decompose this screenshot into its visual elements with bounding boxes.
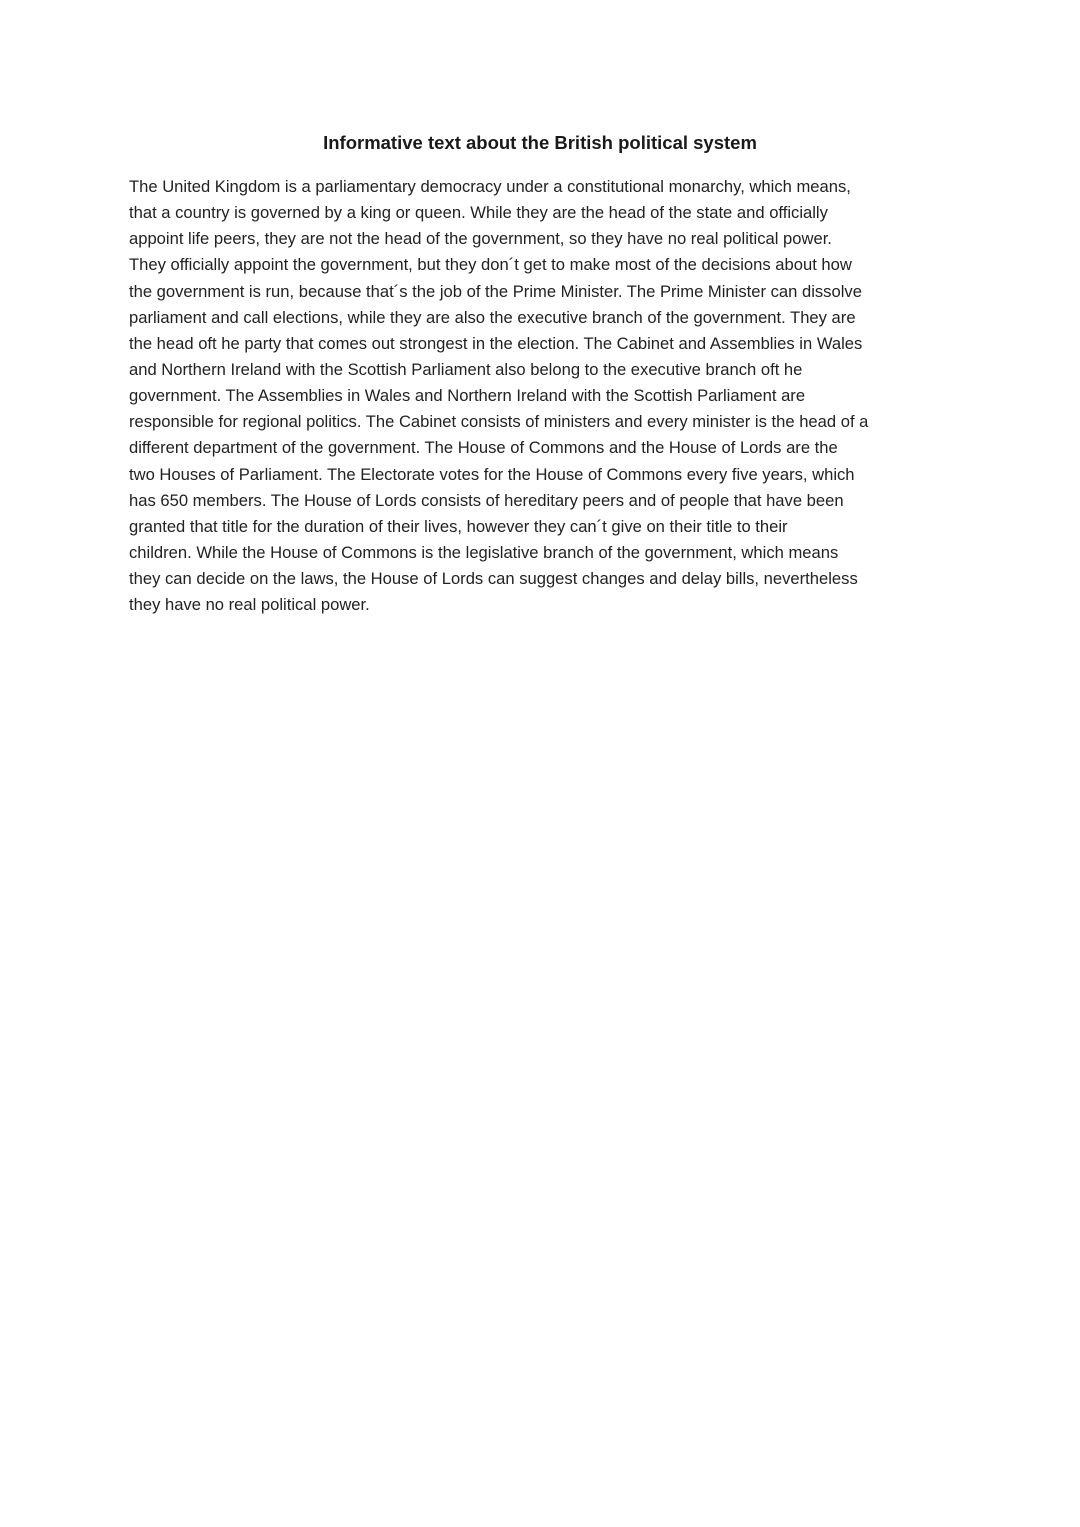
paragraph-line: two Houses of Parliament. The Electorate votes for the House of Commons every five years, which: [129, 464, 855, 484]
paragraph-line: and Northern Ireland with the Scottish Parliament also belong to the executive branch oft he: [129, 359, 803, 379]
paragraph-line: parliament and call elections, while they are also the executive branch of the government. They are: [129, 307, 856, 327]
paragraph-line: responsible for regional politics. The Cabinet consists of ministers and every minister is the head of a: [129, 412, 869, 432]
document-title: Informative text about the British political system: [323, 132, 757, 153]
paragraph-line: they have no real political power.: [129, 595, 370, 615]
paragraph-line: children. While the House of Commons is the legislative branch of the government, which means: [129, 542, 839, 562]
paragraph-line: that a country is governed by a king or queen. While they are the head of the state and officially: [129, 203, 828, 223]
paragraph-line: The United Kingdom is a parliamentary democracy under a constitutional monarchy, which means,: [129, 177, 851, 196]
paragraph-line: different department of the government. The House of Commons and the House of Lords are the: [129, 438, 838, 458]
body-paragraph: [129, 174, 959, 618]
paragraph-line: they can decide on the laws, the House of Lords can suggest changes and delay bills, nevertheless: [129, 569, 858, 589]
paragraph-line: They officially appoint the government, but they don´t get to make most of the decisions about how: [129, 255, 852, 275]
paragraph-line: has 650 members. The House of Lords consists of hereditary peers and of people that have been: [129, 490, 844, 510]
paragraph-line: government. The Assemblies in Wales and Northern Ireland with the Scottish Parliament are: [129, 386, 806, 406]
paragraph-line: appoint life peers, they are not the head of the government, so they have no real political power.: [129, 229, 832, 249]
paragraph-line: granted that title for the duration of their lives, however they can´t give on their title to their: [129, 516, 788, 536]
paragraph-line: the head oft he party that comes out strongest in the election. The Cabinet and Assemblies in Wales: [129, 333, 863, 353]
paragraph-line: the government is run, because that´s the job of the Prime Minister. The Prime Minister can dissolve: [129, 281, 862, 301]
